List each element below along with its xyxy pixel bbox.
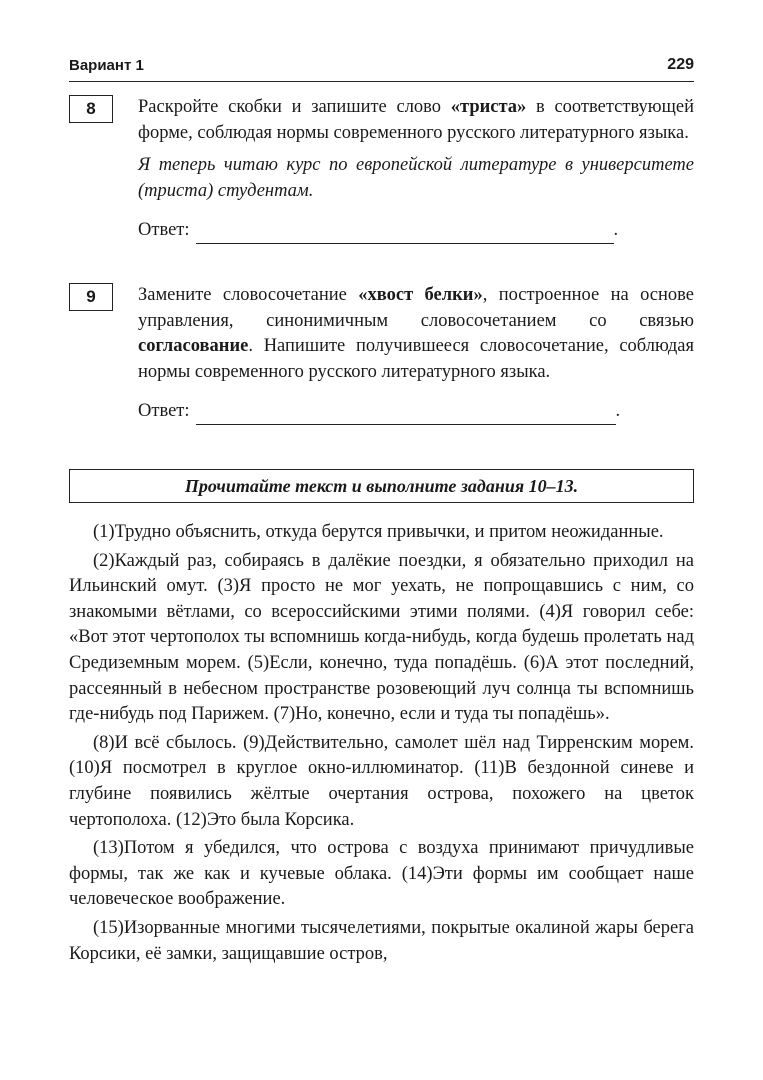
answer-end: . (615, 401, 621, 421)
paragraph-2: (2)Каждый раз, собираясь в далёкие поездки, я обязательно приходил на Ильинский омут. (3)Я просто не мог уехать, не попрощавшись с ним, со знакомыми вётлами, со всероссийскими этими полями. (4)Я говорил себе: «Вот этот чертополох ты вспомнишь когда-нибудь, когда будешь пролетать над Средиземным морем. (5)Если, конечно, туда попадёшь. (6)А этот последний, рассеянный в небесном пространстве розовеющий луч солнца ты вспомнишь где-нибудь под Парижем. (7)Но, конечно, если и туда ты попадёшь». (69, 550, 694, 725)
task-8-example: Я теперь читаю курс по европейской литературе в университете (триста) студентам. (138, 155, 694, 201)
paragraph-1: (1)Трудно объяснить, откуда берутся привычки, и притом неожиданные. (93, 522, 664, 542)
answer-end: . (613, 220, 619, 240)
task-9-instruction (138, 283, 694, 385)
task-9-text-1: Замените словосочетание (138, 285, 359, 305)
task-9-answer (138, 399, 694, 425)
task-8-instruction (138, 95, 694, 146)
task-9-text-3: . Напишите получившееся словосочетание, соблюдая нормы современного русского литературного языка. (138, 336, 694, 382)
page-header (69, 55, 694, 82)
paragraph-4: (13)Потом я убедился, что острова с воздуха принимают причудливые формы, так же как и кучевые облака. (14)Эти формы им сообщает наше человеческое воображение. (69, 838, 694, 910)
task-8-keyword: «триста» (450, 97, 527, 117)
task-9 (69, 283, 694, 425)
task-8-text-end: в соответствующей форме, соблюдая нормы современного русского литературного языка. (138, 97, 694, 143)
reading-text (69, 520, 694, 970)
task-9-text-2: , построенное на основе управления, синонимичным словосочетанием со связью (138, 285, 694, 331)
task-9-keyword-2: согласование (138, 336, 249, 356)
reading-instruction: Прочитайте текст и выполните задания 10–13. (69, 469, 694, 503)
task-number-8: 8 (69, 95, 113, 123)
task-9-keyword-1: «хвост белки» (358, 285, 483, 305)
answer-label: Ответ: (138, 220, 190, 240)
answer-line[interactable] (196, 404, 616, 425)
task-8 (69, 95, 694, 244)
task-8-text: Раскройте скобки и запишите слово (138, 97, 451, 117)
answer-line[interactable] (196, 223, 614, 244)
task-number-9: 9 (69, 283, 113, 311)
paragraph-3: (8)И всё сбылось. (9)Действительно, самолет шёл над Тирренским морем. (10)Я посмотрел в круглое окно-иллюминатор. (11)В бездонной синеве и глубине появились жёлтые очертания острова, похожего на цветок чертополоха. (12)Это была Корсика. (69, 732, 694, 830)
task-9-body (138, 283, 694, 425)
task-8-answer (138, 218, 694, 244)
variant-label: Вариант 1 (69, 57, 144, 74)
answer-label: Ответ: (138, 401, 190, 421)
page-number: 229 (667, 56, 694, 73)
paragraph-5: (15)Изорванные многими тысячелетиями, покрытые окалиной жары берега Корсики, её замки, защищавшие остров, (69, 917, 694, 964)
task-8-body (138, 95, 694, 244)
